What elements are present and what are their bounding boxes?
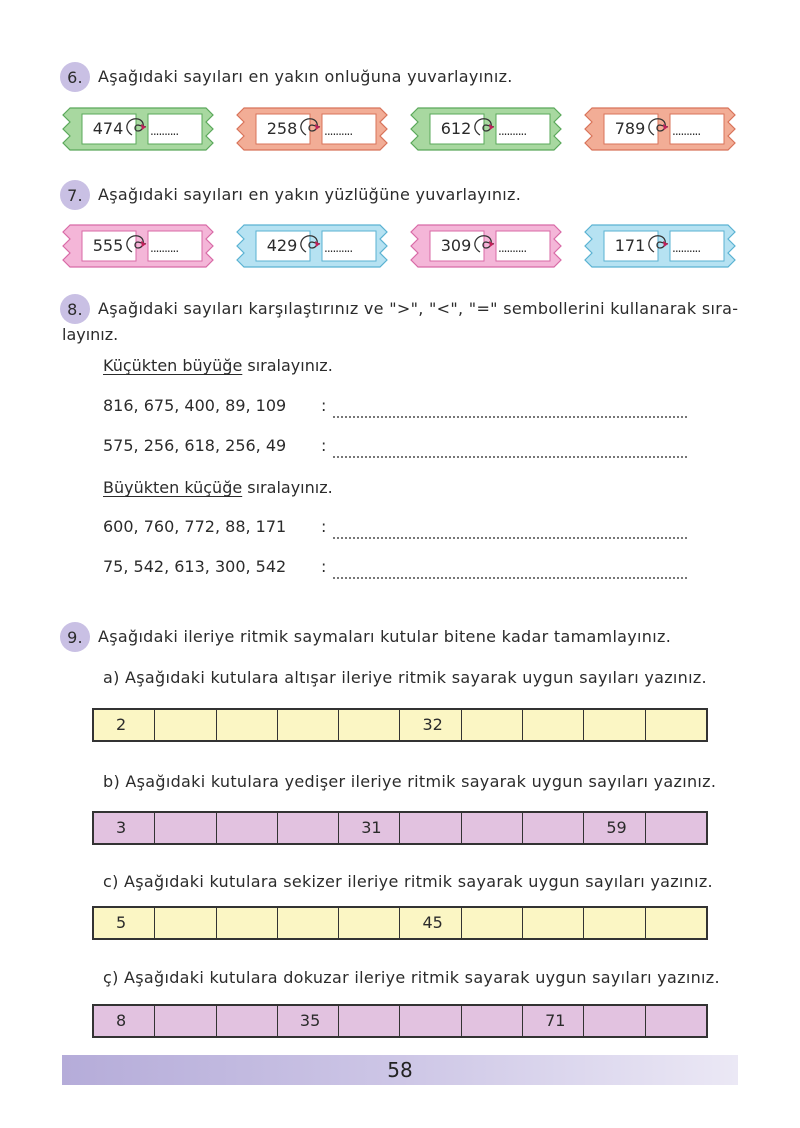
colon: : bbox=[321, 396, 327, 415]
count-box[interactable] bbox=[339, 710, 400, 740]
ticket-number: 171 bbox=[614, 236, 646, 255]
count-box[interactable]: 8 bbox=[94, 1006, 155, 1036]
rounding-ticket bbox=[410, 222, 562, 270]
ticket-number: 474 bbox=[92, 119, 124, 138]
question-8-title bbox=[60, 294, 738, 324]
count-box[interactable]: 59 bbox=[584, 813, 645, 843]
count-box[interactable] bbox=[339, 908, 400, 938]
count-box[interactable] bbox=[584, 710, 645, 740]
compare-numbers: 575, 256, 618, 256, 49 bbox=[103, 436, 287, 455]
answer-line[interactable] bbox=[333, 565, 687, 579]
count-boxes-part-c bbox=[92, 906, 708, 940]
ticket-answer-blank[interactable]: .......... bbox=[672, 241, 701, 255]
question-number-badge: 9. bbox=[60, 622, 90, 652]
compare-numbers: 75, 542, 613, 300, 542 bbox=[103, 557, 287, 576]
count-box[interactable] bbox=[278, 813, 339, 843]
count-box[interactable]: 3 bbox=[94, 813, 155, 843]
count-box[interactable] bbox=[400, 1006, 461, 1036]
count-box[interactable] bbox=[155, 813, 216, 843]
question-7-title bbox=[60, 180, 521, 210]
count-box[interactable]: 2 bbox=[94, 710, 155, 740]
rounding-ticket bbox=[236, 105, 388, 153]
question-number-badge: 8. bbox=[60, 294, 90, 324]
ticket-answer-blank[interactable]: .......... bbox=[324, 124, 353, 138]
rounding-ticket bbox=[62, 105, 214, 153]
count-boxes-part-c-cedilla bbox=[92, 1004, 708, 1038]
count-box[interactable] bbox=[217, 908, 278, 938]
count-box[interactable] bbox=[217, 1006, 278, 1036]
ascending-heading-rest: sıralayınız. bbox=[242, 356, 333, 375]
question-number-badge: 6. bbox=[60, 62, 90, 92]
count-box[interactable]: 35 bbox=[278, 1006, 339, 1036]
count-box[interactable]: 5 bbox=[94, 908, 155, 938]
question-text: Aşağıdaki sayıları en yakın onluğuna yuvarlayınız. bbox=[98, 67, 513, 86]
count-box[interactable] bbox=[584, 1006, 645, 1036]
rounding-tickets-tens bbox=[62, 105, 758, 153]
part-c-cedilla-label: ç) Aşağıdaki kutulara dokuzar ileriye ritmik sayarak uygun sayıları yazınız. bbox=[103, 968, 720, 987]
compare-numbers: 816, 675, 400, 89, 109 bbox=[103, 396, 287, 415]
count-box[interactable] bbox=[462, 710, 523, 740]
answer-line[interactable] bbox=[333, 525, 687, 539]
descending-heading bbox=[103, 478, 333, 497]
rounding-ticket bbox=[584, 105, 736, 153]
ticket-answer-blank[interactable]: .......... bbox=[150, 124, 179, 138]
count-box[interactable] bbox=[462, 1006, 523, 1036]
count-box[interactable] bbox=[523, 908, 584, 938]
count-box[interactable] bbox=[462, 813, 523, 843]
compare-numbers: 600, 760, 772, 88, 171 bbox=[103, 517, 287, 536]
colon: : bbox=[321, 557, 327, 576]
compare-row bbox=[103, 436, 693, 460]
ascending-heading-underlined: Küçükten büyüğe bbox=[103, 356, 243, 375]
question-text-line-1: Aşağıdaki sayıları karşılaştırınız ve ">", "<", "=" sembollerini kullanarak sıra- bbox=[98, 299, 739, 318]
question-number-badge: 7. bbox=[60, 180, 90, 210]
ticket-answer-blank[interactable]: .......... bbox=[672, 124, 701, 138]
ticket-answer-blank[interactable]: .......... bbox=[324, 241, 353, 255]
rounding-ticket bbox=[236, 222, 388, 270]
count-box[interactable] bbox=[646, 908, 706, 938]
page-number: 58 bbox=[387, 1058, 413, 1082]
count-box[interactable] bbox=[400, 813, 461, 843]
count-box[interactable] bbox=[646, 813, 706, 843]
ticket-number: 555 bbox=[92, 236, 124, 255]
rounding-ticket bbox=[62, 222, 214, 270]
rounding-ticket bbox=[584, 222, 736, 270]
question-6-title bbox=[60, 62, 513, 92]
count-box[interactable] bbox=[646, 710, 706, 740]
part-c-label: c) Aşağıdaki kutulara sekizer ileriye ritmik sayarak uygun sayıları yazınız. bbox=[103, 872, 713, 891]
question-text: Aşağıdaki ileriye ritmik saymaları kutular bitene kadar tamamlayınız. bbox=[98, 627, 672, 646]
question-text: Aşağıdaki sayıları en yakın yüzlüğüne yuvarlayınız. bbox=[98, 185, 522, 204]
answer-line[interactable] bbox=[333, 444, 687, 458]
ticket-number: 612 bbox=[440, 119, 472, 138]
ticket-answer-blank[interactable]: .......... bbox=[498, 124, 527, 138]
count-box[interactable]: 71 bbox=[523, 1006, 584, 1036]
ticket-answer-blank[interactable]: .......... bbox=[498, 241, 527, 255]
compare-row bbox=[103, 557, 693, 581]
part-a-label: a) Aşağıdaki kutulara altışar ileriye ritmik sayarak uygun sayıları yazınız. bbox=[103, 668, 707, 687]
ticket-number: 789 bbox=[614, 119, 646, 138]
compare-row bbox=[103, 396, 693, 420]
count-box[interactable]: 32 bbox=[400, 710, 461, 740]
count-box[interactable] bbox=[155, 1006, 216, 1036]
colon: : bbox=[321, 517, 327, 536]
count-box[interactable] bbox=[278, 908, 339, 938]
count-box[interactable] bbox=[584, 908, 645, 938]
count-box[interactable] bbox=[217, 813, 278, 843]
question-text bbox=[98, 294, 738, 322]
count-box[interactable] bbox=[155, 908, 216, 938]
ticket-number: 309 bbox=[440, 236, 472, 255]
count-box[interactable] bbox=[523, 710, 584, 740]
count-boxes-part-a bbox=[92, 708, 708, 742]
ticket-number: 429 bbox=[266, 236, 298, 255]
count-box[interactable] bbox=[462, 908, 523, 938]
ticket-number: 258 bbox=[266, 119, 298, 138]
rounding-ticket bbox=[410, 105, 562, 153]
count-box[interactable]: 45 bbox=[400, 908, 461, 938]
count-box[interactable] bbox=[155, 710, 216, 740]
count-box[interactable] bbox=[278, 710, 339, 740]
rounding-tickets-hundreds bbox=[62, 222, 758, 270]
compare-row bbox=[103, 517, 693, 541]
colon: : bbox=[321, 436, 327, 455]
count-box[interactable] bbox=[646, 1006, 706, 1036]
count-boxes-part-b bbox=[92, 811, 708, 845]
count-box[interactable] bbox=[523, 813, 584, 843]
question-text-line-2: layınız. bbox=[62, 325, 119, 344]
question-9-title bbox=[60, 622, 671, 652]
ascending-heading bbox=[103, 356, 333, 375]
count-box[interactable] bbox=[217, 710, 278, 740]
descending-heading-underlined: Büyükten küçüğe bbox=[103, 478, 243, 497]
ticket-answer-blank[interactable]: .......... bbox=[150, 241, 179, 255]
part-b-label: b) Aşağıdaki kutulara yedişer ileriye ritmik sayarak uygun sayıları yazınız. bbox=[103, 772, 717, 791]
descending-heading-rest: sıralayınız. bbox=[242, 478, 333, 497]
count-box[interactable] bbox=[339, 1006, 400, 1036]
page-footer-bar bbox=[62, 1055, 738, 1085]
answer-line[interactable] bbox=[333, 404, 687, 418]
count-box[interactable]: 31 bbox=[339, 813, 400, 843]
